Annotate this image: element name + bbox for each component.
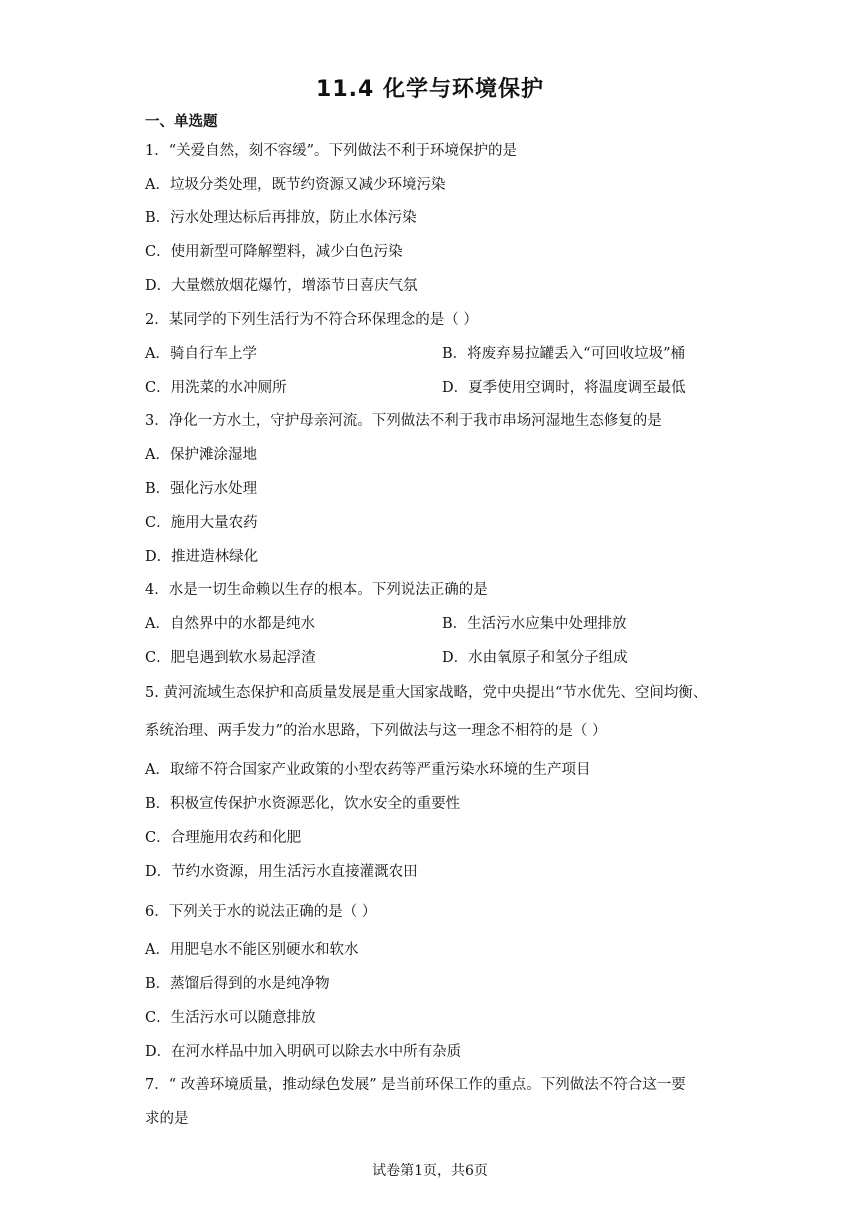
q1-option-a: A．垃圾分类处理，既节约资源又减少环境污染 — [145, 177, 446, 193]
q5-option-c: C．合理施用农药和化肥 — [145, 830, 302, 846]
q5-option-b: B．积极宣传保护水资源恶化，饮水安全的重要性 — [145, 796, 461, 812]
question-5-stem-line2: 系统治理、两手发力”的治水思路，下列做法与这一理念不相符的是（ ） — [145, 723, 607, 739]
q3-option-a: A．保护滩涂湿地 — [145, 447, 257, 463]
question-1-stem: 1．“关爱自然，刻不容缓”。下列做法不利于环境保护的是 — [145, 143, 518, 159]
q6-option-b: B．蒸馏后得到的水是纯净物 — [145, 976, 330, 992]
q1-option-b: B．污水处理达标后再排放，防止水体污染 — [145, 210, 417, 226]
q2-option-d: D．夏季使用空调时，将温度调至最低 — [442, 380, 686, 396]
question-6-stem: 6．下列关于水的说法正确的是（ ） — [145, 904, 377, 920]
q3-option-c: C．施用大量农药 — [145, 515, 258, 531]
question-7-stem-line2: 求的是 — [145, 1111, 189, 1127]
q1-option-d: D．大量燃放烟花爆竹，增添节日喜庆气氛 — [145, 278, 418, 294]
q4-option-c: C．肥皂遇到软水易起浮渣 — [145, 650, 316, 666]
page-title: 11.4 化学与环境保护 — [316, 77, 544, 102]
question-2-stem: 2．某同学的下列生活行为不符合环保理念的是（ ） — [145, 312, 478, 328]
q2-option-b: B．将废弃易拉罐丢入“可回收垃圾”桶 — [442, 346, 685, 362]
page-footer: 试卷第1页，共6页 — [372, 1163, 488, 1179]
q6-option-d: D．在河水样品中加入明矾可以除去水中所有杂质 — [145, 1044, 462, 1060]
question-7-stem-line1: 7．“ 改善环境质量，推动绿色发展” 是当前环保工作的重点。下列做法不符合这一要 — [145, 1077, 686, 1093]
q5-option-d: D．节约水资源，用生活污水直接灌溉农田 — [145, 864, 418, 880]
q2-option-a: A．骑自行车上学 — [145, 346, 257, 362]
section-heading: 一、单选题 — [145, 114, 218, 130]
q1-option-c: C．使用新型可降解塑料，减少白色污染 — [145, 244, 403, 260]
q3-option-d: D．推进造林绿化 — [145, 549, 259, 565]
q4-option-b: B．生活污水应集中处理排放 — [442, 616, 627, 632]
q6-option-c: C．生活污水可以随意排放 — [145, 1010, 316, 1026]
question-5-stem-line1: 5. 黄河流域生态保护和高质量发展是重大国家战略，党中央提出“节水优先、空间均衡、 — [145, 685, 708, 701]
q3-option-b: B．强化污水处理 — [145, 481, 258, 497]
q6-option-a: A．用肥皂水不能区别硬水和软水 — [145, 942, 359, 958]
q4-option-d: D．水由氧原子和氢分子组成 — [442, 650, 628, 666]
question-4-stem: 4．水是一切生命赖以生存的根本。下列说法正确的是 — [145, 582, 488, 598]
q2-option-c: C．用洗菜的水冲厕所 — [145, 380, 287, 396]
question-3-stem: 3．净化一方水土，守护母亲河流。下列做法不利于我市串场河湿地生态修复的是 — [145, 413, 662, 429]
q4-option-a: A．自然界中的水都是纯水 — [145, 616, 315, 632]
q5-option-a: A．取缔不符合国家产业政策的小型农药等严重污染水环境的生产项目 — [145, 762, 591, 778]
